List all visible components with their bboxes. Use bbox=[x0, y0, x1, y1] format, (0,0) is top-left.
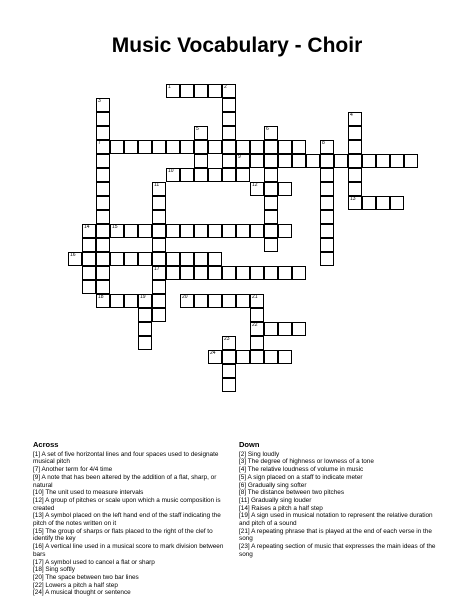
grid-cell[interactable] bbox=[124, 140, 138, 154]
grid-cell[interactable] bbox=[236, 154, 250, 168]
grid-cell[interactable] bbox=[376, 154, 390, 168]
across-clue: [9] A note that has been altered by the addition of a flat, sharp, or natural bbox=[33, 473, 217, 489]
grid-cell[interactable] bbox=[264, 350, 278, 364]
down-clue: [23] A repeating section of music that expresses the main ideas of the song bbox=[239, 543, 436, 558]
grid-cell[interactable] bbox=[222, 294, 236, 308]
grid-cell[interactable] bbox=[152, 308, 166, 322]
clue-number: 2 bbox=[224, 84, 227, 90]
grid-cell[interactable] bbox=[320, 224, 334, 238]
grid-cell[interactable] bbox=[376, 196, 390, 210]
grid-cell[interactable] bbox=[264, 322, 278, 336]
grid-cell[interactable] bbox=[208, 350, 222, 364]
grid-cell[interactable] bbox=[96, 266, 110, 280]
grid-cell[interactable] bbox=[306, 154, 320, 168]
grid-cell[interactable] bbox=[194, 154, 208, 168]
grid-cell[interactable] bbox=[222, 224, 236, 238]
grid-cell[interactable] bbox=[194, 224, 208, 238]
grid-cell[interactable] bbox=[390, 154, 404, 168]
grid-cell[interactable] bbox=[96, 294, 110, 308]
across-clue: [7] Another term for 4/4 time bbox=[33, 466, 113, 474]
grid-cell[interactable] bbox=[138, 224, 152, 238]
grid-cell[interactable] bbox=[320, 238, 334, 252]
clue-number: 13 bbox=[350, 196, 356, 202]
grid-cell[interactable] bbox=[180, 266, 194, 280]
grid-cell[interactable] bbox=[96, 112, 110, 126]
grid-cell[interactable] bbox=[166, 266, 180, 280]
grid-cell[interactable] bbox=[152, 294, 166, 308]
grid-cell[interactable] bbox=[236, 140, 250, 154]
grid-cell[interactable] bbox=[236, 266, 250, 280]
clue-number: 21 bbox=[252, 294, 258, 300]
clue-number: 16 bbox=[70, 252, 76, 258]
grid-cell[interactable] bbox=[110, 252, 124, 266]
grid-cell[interactable] bbox=[320, 252, 334, 266]
grid-cell[interactable] bbox=[264, 266, 278, 280]
grid-cell[interactable] bbox=[250, 140, 264, 154]
clue-number: 22 bbox=[252, 322, 258, 328]
grid-cell[interactable] bbox=[82, 224, 96, 238]
grid-cell[interactable] bbox=[278, 350, 292, 364]
grid-cell[interactable] bbox=[222, 98, 236, 112]
grid-cell[interactable] bbox=[278, 266, 292, 280]
grid-cell[interactable] bbox=[222, 168, 236, 182]
clue-number: 23 bbox=[224, 336, 230, 342]
grid-cell[interactable] bbox=[208, 168, 222, 182]
clue-number: 9 bbox=[238, 154, 241, 160]
grid-cell[interactable] bbox=[96, 154, 110, 168]
grid-cell[interactable] bbox=[138, 252, 152, 266]
down-clue: [21] A repeating phrase that is played at the end of each verse in the song bbox=[239, 527, 432, 543]
grid-cell[interactable] bbox=[292, 322, 306, 336]
grid-cell[interactable] bbox=[348, 168, 362, 182]
down-clue: [4] The relative loudness of volume in music bbox=[239, 466, 364, 474]
grid-cell[interactable] bbox=[82, 280, 96, 294]
grid-cell[interactable] bbox=[194, 84, 208, 98]
down-clue: [11] Gradually sing louder bbox=[239, 496, 312, 504]
down-clue: [14] Raises a pitch a half step bbox=[239, 504, 323, 512]
grid-cell[interactable] bbox=[152, 238, 166, 252]
across-clue: [13] A symbol placed on the left hand end of the staff indicating the pitch of the notes written on it bbox=[33, 512, 221, 528]
grid-cell[interactable] bbox=[110, 294, 124, 308]
grid-cell[interactable] bbox=[194, 252, 208, 266]
grid-cell[interactable] bbox=[264, 140, 278, 154]
grid-cell[interactable] bbox=[222, 126, 236, 140]
clue-number: 7 bbox=[98, 140, 101, 146]
grid-cell[interactable] bbox=[96, 196, 110, 210]
grid-cell[interactable] bbox=[320, 210, 334, 224]
grid-cell[interactable] bbox=[264, 126, 278, 140]
down-clue: [6] Gradually sing softer bbox=[239, 481, 307, 489]
grid-cell[interactable] bbox=[348, 140, 362, 154]
across-clue: [17] A symbol used to cancel a flat or sharp bbox=[33, 558, 155, 566]
grid-cell[interactable] bbox=[194, 294, 208, 308]
grid-cell[interactable] bbox=[278, 140, 292, 154]
grid-cell[interactable] bbox=[124, 294, 138, 308]
grid-cell[interactable] bbox=[194, 140, 208, 154]
grid-cell[interactable] bbox=[208, 266, 222, 280]
grid-cell[interactable] bbox=[278, 154, 292, 168]
down-heading: Down bbox=[239, 440, 260, 449]
grid-cell[interactable] bbox=[208, 252, 222, 266]
grid-cell[interactable] bbox=[250, 182, 264, 196]
down-clue: [8] The distance between two pitches bbox=[239, 489, 345, 497]
grid-cell[interactable] bbox=[96, 210, 110, 224]
grid-cell[interactable] bbox=[152, 182, 166, 196]
grid-cell[interactable] bbox=[250, 308, 264, 322]
grid-cell[interactable] bbox=[96, 140, 110, 154]
grid-cell[interactable] bbox=[180, 294, 194, 308]
clue-number: 20 bbox=[182, 294, 188, 300]
down-clue: [3] The degree of highness or lowness of a tone bbox=[239, 458, 374, 466]
grid-cell[interactable] bbox=[292, 154, 306, 168]
grid-cell[interactable] bbox=[138, 322, 152, 336]
grid-cell[interactable] bbox=[264, 196, 278, 210]
grid-cell[interactable] bbox=[96, 238, 110, 252]
grid-cell[interactable] bbox=[250, 154, 264, 168]
clue-number: 11 bbox=[154, 182, 160, 188]
down-clues bbox=[239, 441, 441, 559]
grid-cell[interactable] bbox=[82, 252, 96, 266]
grid-cell[interactable] bbox=[348, 112, 362, 126]
down-clue: [5] A sign placed on a staff to indicate meter bbox=[239, 473, 363, 481]
grid-cell[interactable] bbox=[250, 322, 264, 336]
across-heading: Across bbox=[33, 440, 59, 449]
grid-cell[interactable] bbox=[250, 336, 264, 350]
grid-cell[interactable] bbox=[348, 182, 362, 196]
grid-cell[interactable] bbox=[222, 266, 236, 280]
grid-cell[interactable] bbox=[348, 154, 362, 168]
grid-cell[interactable] bbox=[278, 322, 292, 336]
grid-cell[interactable] bbox=[222, 350, 236, 364]
grid-cell[interactable] bbox=[236, 294, 250, 308]
grid-cell[interactable] bbox=[250, 266, 264, 280]
grid-cell[interactable] bbox=[208, 84, 222, 98]
grid-cell[interactable] bbox=[96, 280, 110, 294]
grid-cell[interactable] bbox=[152, 252, 166, 266]
across-clue: [22] Lowers a pitch a half step bbox=[33, 581, 118, 589]
grid-cell[interactable] bbox=[320, 182, 334, 196]
grid-cell[interactable] bbox=[96, 224, 110, 238]
grid-cell[interactable] bbox=[236, 168, 250, 182]
grid-cell[interactable] bbox=[138, 308, 152, 322]
grid-cell[interactable] bbox=[292, 266, 306, 280]
grid-cell[interactable] bbox=[110, 224, 124, 238]
grid-cell[interactable] bbox=[292, 140, 306, 154]
puzzle-title: Music Vocabulary - Choir bbox=[111, 34, 363, 57]
clue-number: 1 bbox=[168, 84, 171, 90]
across-clue: [12] A group of pitches or scale upon which a music composition is created bbox=[33, 496, 221, 512]
clue-number: 24 bbox=[210, 350, 216, 356]
grid-cell[interactable] bbox=[334, 154, 348, 168]
grid-cell[interactable] bbox=[82, 266, 96, 280]
grid-cell[interactable] bbox=[390, 196, 404, 210]
grid-cell[interactable] bbox=[180, 252, 194, 266]
grid-cell[interactable] bbox=[222, 154, 236, 168]
across-clue: [1] A set of five horizontal lines and four spaces used to designate musical pitch bbox=[33, 450, 219, 466]
grid-cell[interactable] bbox=[222, 378, 236, 392]
across-clue: [10] The unit used to measure intervals bbox=[33, 489, 144, 497]
grid-cell[interactable] bbox=[250, 350, 264, 364]
grid-cell[interactable] bbox=[250, 224, 264, 238]
grid-cell[interactable] bbox=[180, 140, 194, 154]
grid-cell[interactable] bbox=[362, 154, 376, 168]
across-clues bbox=[33, 441, 231, 597]
grid-cell[interactable] bbox=[222, 140, 236, 154]
grid-cell[interactable] bbox=[138, 140, 152, 154]
grid-cell[interactable] bbox=[152, 140, 166, 154]
clue-number: 14 bbox=[84, 224, 90, 230]
grid-cell[interactable] bbox=[138, 294, 152, 308]
grid-cell[interactable] bbox=[348, 126, 362, 140]
grid-cell[interactable] bbox=[96, 252, 110, 266]
grid-cell[interactable] bbox=[250, 294, 264, 308]
grid-cell[interactable] bbox=[320, 168, 334, 182]
grid-cell[interactable] bbox=[348, 196, 362, 210]
grid-cell[interactable] bbox=[320, 196, 334, 210]
grid-cell[interactable] bbox=[264, 238, 278, 252]
across-clue: [15] The group of sharps or flats placed to the right of the clef to identify the key bbox=[33, 527, 213, 543]
grid-cell[interactable] bbox=[96, 182, 110, 196]
grid-cell[interactable] bbox=[278, 224, 292, 238]
clue-number: 6 bbox=[266, 126, 269, 132]
clue-number: 3 bbox=[98, 98, 101, 104]
grid-cell[interactable] bbox=[152, 210, 166, 224]
grid-cell[interactable] bbox=[124, 224, 138, 238]
grid-cell[interactable] bbox=[194, 168, 208, 182]
grid-cell[interactable] bbox=[236, 224, 250, 238]
grid-cell[interactable] bbox=[138, 336, 152, 350]
grid-cell[interactable] bbox=[222, 84, 236, 98]
grid-cell[interactable] bbox=[222, 364, 236, 378]
clue-number: 10 bbox=[168, 168, 174, 174]
grid-cell[interactable] bbox=[68, 252, 82, 266]
grid-cell[interactable] bbox=[362, 196, 376, 210]
grid-cell[interactable] bbox=[166, 140, 180, 154]
grid-cell[interactable] bbox=[194, 266, 208, 280]
across-clue: [20] The space between two bar lines bbox=[33, 573, 139, 581]
across-clue: [24] A musical thought or sentence bbox=[33, 589, 131, 597]
grid-cell[interactable] bbox=[180, 84, 194, 98]
grid-cell[interactable] bbox=[180, 224, 194, 238]
clue-number: 4 bbox=[350, 112, 353, 118]
clue-number: 5 bbox=[196, 126, 199, 132]
grid-cell[interactable] bbox=[278, 182, 292, 196]
clue-number: 15 bbox=[112, 224, 118, 230]
grid-cell[interactable] bbox=[264, 224, 278, 238]
grid-cell[interactable] bbox=[320, 154, 334, 168]
grid-cell[interactable] bbox=[222, 112, 236, 126]
across-clue: [18] Sing softly bbox=[33, 566, 75, 574]
grid-cell[interactable] bbox=[404, 154, 418, 168]
grid-cell[interactable] bbox=[166, 168, 180, 182]
grid-cell[interactable] bbox=[264, 210, 278, 224]
grid-cell[interactable] bbox=[166, 224, 180, 238]
clue-number: 8 bbox=[322, 140, 325, 146]
down-clue: [2] Sing loudly bbox=[239, 450, 280, 458]
grid-cell[interactable] bbox=[96, 98, 110, 112]
down-clue: [19] A sign used in musical notation to represent the relative duration and pitch of a sound bbox=[239, 512, 433, 528]
grid-cell[interactable] bbox=[236, 350, 250, 364]
grid-cell[interactable] bbox=[264, 154, 278, 168]
grid-cell[interactable] bbox=[180, 168, 194, 182]
grid-cell[interactable] bbox=[166, 84, 180, 98]
grid-cell[interactable] bbox=[320, 140, 334, 154]
grid-cell[interactable] bbox=[152, 196, 166, 210]
grid-cell[interactable] bbox=[124, 252, 138, 266]
grid-cell[interactable] bbox=[208, 294, 222, 308]
grid-cell[interactable] bbox=[208, 140, 222, 154]
across-clue: [16] A vertical line used in a musical score to mark division between bars bbox=[33, 543, 224, 558]
grid-cell[interactable] bbox=[208, 224, 222, 238]
grid-cell[interactable] bbox=[222, 336, 236, 350]
grid-cell[interactable] bbox=[166, 252, 180, 266]
grid-cell[interactable] bbox=[110, 140, 124, 154]
grid-cell[interactable] bbox=[82, 238, 96, 252]
clue-number: 19 bbox=[140, 294, 146, 300]
grid-cell[interactable] bbox=[96, 168, 110, 182]
clue-number: 18 bbox=[98, 294, 104, 300]
clue-number: 12 bbox=[252, 182, 258, 188]
grid-cell[interactable] bbox=[152, 266, 166, 280]
grid-cell[interactable] bbox=[264, 168, 278, 182]
grid-cell[interactable] bbox=[194, 126, 208, 140]
grid-cell[interactable] bbox=[152, 224, 166, 238]
clue-number: 17 bbox=[154, 266, 160, 272]
grid-cell[interactable] bbox=[96, 126, 110, 140]
grid-cell[interactable] bbox=[264, 182, 278, 196]
grid-cell[interactable] bbox=[152, 280, 166, 294]
